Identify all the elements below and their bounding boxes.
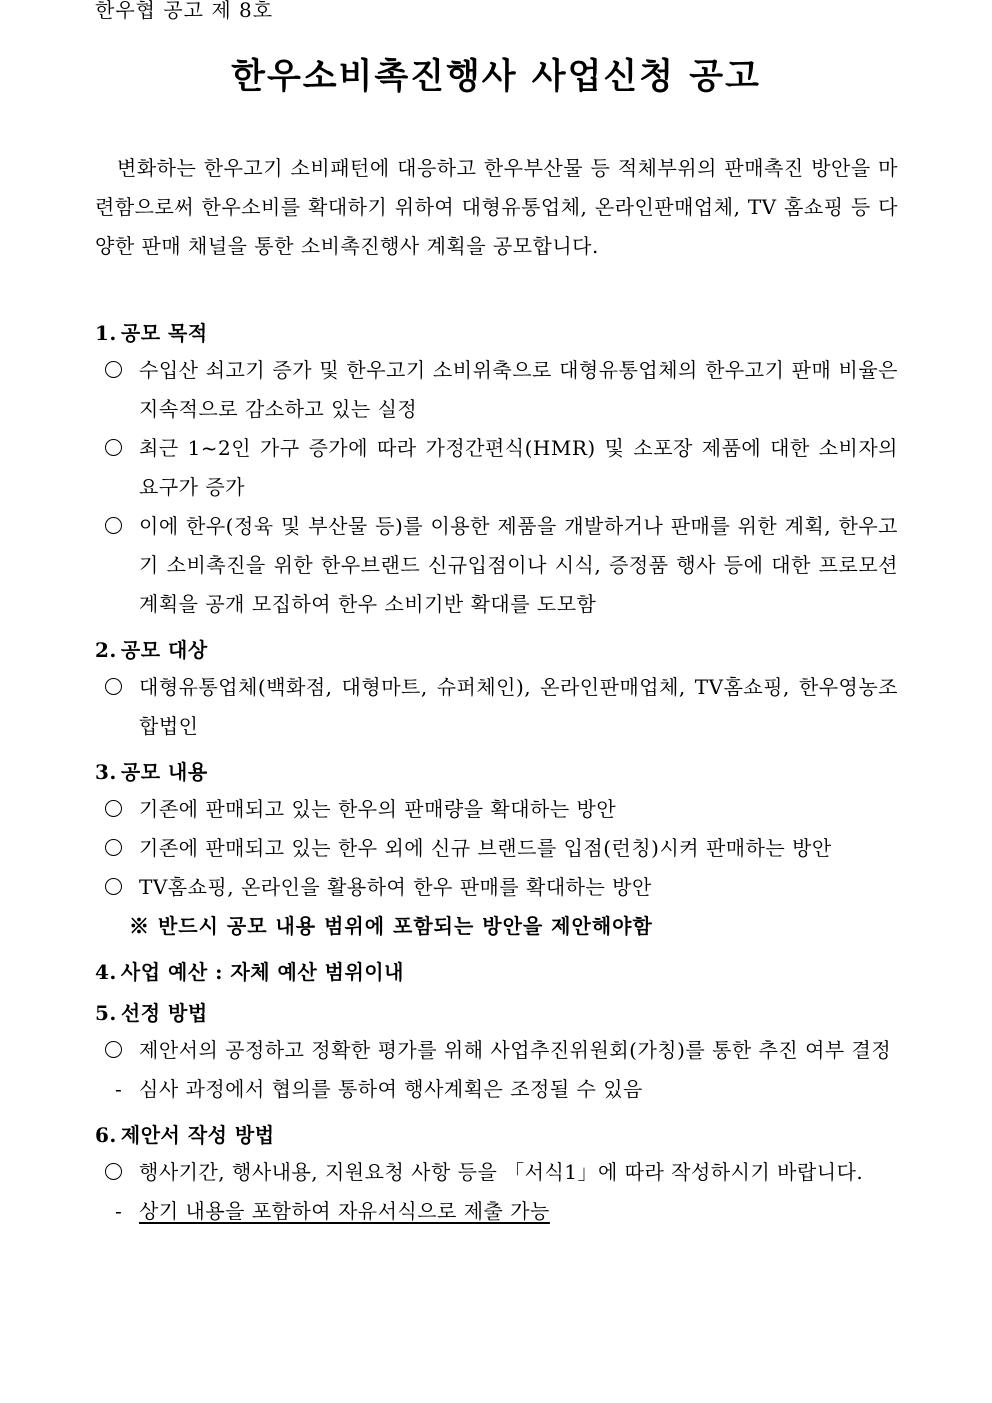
section-number: 6. <box>95 1123 117 1147</box>
item-text: 행사기간, 행사내용, 지원요청 사항 등을 「서식1」에 따라 작성하시기 바랍니다. <box>139 1160 864 1184</box>
section-3-item-1 <box>95 790 898 829</box>
section-2-heading <box>95 635 898 665</box>
section-title: 선정 방법 <box>120 1001 208 1025</box>
item-text: TV홈쇼핑, 온라인을 활용하여 한우 판매를 확대하는 방안 <box>139 875 652 899</box>
section-6-item-1 <box>95 1153 898 1192</box>
section-number: 3. <box>95 760 117 784</box>
section-number: 2. <box>95 638 117 662</box>
dash-bullet-icon: - <box>115 1199 123 1223</box>
section-5-sub-item-1 <box>95 1070 898 1109</box>
intro-paragraph: 변화하는 한우고기 소비패턴에 대응하고 한우부산물 등 적체부위의 판매촉진 방안을 마련함으로써 한우소비를 확대하기 위하여 대형유통업체, 온라인판매업체, TV 홈쇼핑 등 다양한 판매 채널을 통한 소비촉진행사 계획을 공모합니다. <box>95 156 898 258</box>
item-text: 제안서의 공정하고 정확한 평가를 위해 사업추진위원회(가칭)를 통한 추진 여부 결정 <box>139 1038 892 1062</box>
sub-item-text: 심사 과정에서 협의를 통하여 행사계획은 조정될 수 있음 <box>139 1077 643 1101</box>
circle-bullet-icon <box>105 790 122 830</box>
section-6-heading <box>95 1120 898 1150</box>
circle-bullet-icon <box>105 351 122 391</box>
section-3-item-2 <box>95 829 898 868</box>
circle-bullet-icon <box>105 868 122 908</box>
section-title: 사업 예산 : 자체 예산 범위이내 <box>120 960 404 984</box>
section-2-item-1 <box>95 668 898 746</box>
section-title: 공모 내용 <box>120 760 208 784</box>
section-4-heading <box>95 957 898 987</box>
circle-bullet-icon <box>105 429 122 469</box>
section-3-item-3 <box>95 868 898 907</box>
item-text: 기존에 판매되고 있는 한우 외에 신규 브랜드를 입점(런칭)시켜 판매하는 방안 <box>139 836 832 860</box>
section-number: 4. <box>95 960 117 984</box>
section-1-heading <box>95 318 898 348</box>
circle-bullet-icon <box>105 1031 122 1071</box>
item-text: 최근 1~2인 가구 증가에 따라 가정간편식(HMR) 및 소포장 제품에 대한 소비자의 요구가 증가 <box>139 436 898 499</box>
section-5-item-1 <box>95 1031 898 1070</box>
section-1-item-3 <box>95 507 898 624</box>
item-text: 이에 한우(정육 및 부산물 등)를 이용한 제품을 개발하거나 판매를 위한 계획, 한우고기 소비촉진을 위한 한우브랜드 신규입점이나 시식, 증정품 행사 등에 대한 프로모션 계획을 공개 모집하여 한우 소비기반 확대를 도모함 <box>139 514 898 616</box>
section-3-heading <box>95 757 898 787</box>
section-title: 제안서 작성 방법 <box>120 1123 275 1147</box>
section-title: 공모 대상 <box>120 638 208 662</box>
item-text: 대형유통업체(백화점, 대형마트, 슈퍼체인), 온라인판매업체, TV홈쇼핑, 한우영농조합법인 <box>139 675 898 738</box>
dash-bullet-icon: - <box>115 1077 123 1101</box>
document-number: 한우협 공고 제 8호 <box>95 0 274 22</box>
circle-bullet-icon <box>105 668 122 708</box>
item-text: 수입산 쇠고기 증가 및 한우고기 소비위축으로 대형유통업체의 한우고기 판매 비율은 지속적으로 감소하고 있는 실정 <box>139 358 898 421</box>
document-body <box>95 318 898 1231</box>
section-title: 공모 목적 <box>120 321 208 345</box>
section-1-item-2 <box>95 429 898 507</box>
section-6-sub-item-1 <box>95 1192 898 1231</box>
section-number: 1. <box>95 321 117 345</box>
circle-bullet-icon <box>105 507 122 547</box>
section-number: 5. <box>95 1001 117 1025</box>
sub-item-text: 상기 내용을 포함하여 자유서식으로 제출 가능 <box>139 1199 550 1223</box>
circle-bullet-icon <box>105 829 122 869</box>
section-1-item-1 <box>95 351 898 429</box>
section-5-heading <box>95 998 898 1028</box>
item-text: 기존에 판매되고 있는 한우의 판매량을 확대하는 방안 <box>139 797 617 821</box>
document-title: 한우소비촉진행사 사업신청 공고 <box>231 56 761 97</box>
section-3-note: ※ 반드시 공모 내용 범위에 포함되는 방안을 제안해야함 <box>129 914 653 938</box>
circle-bullet-icon <box>105 1153 122 1193</box>
